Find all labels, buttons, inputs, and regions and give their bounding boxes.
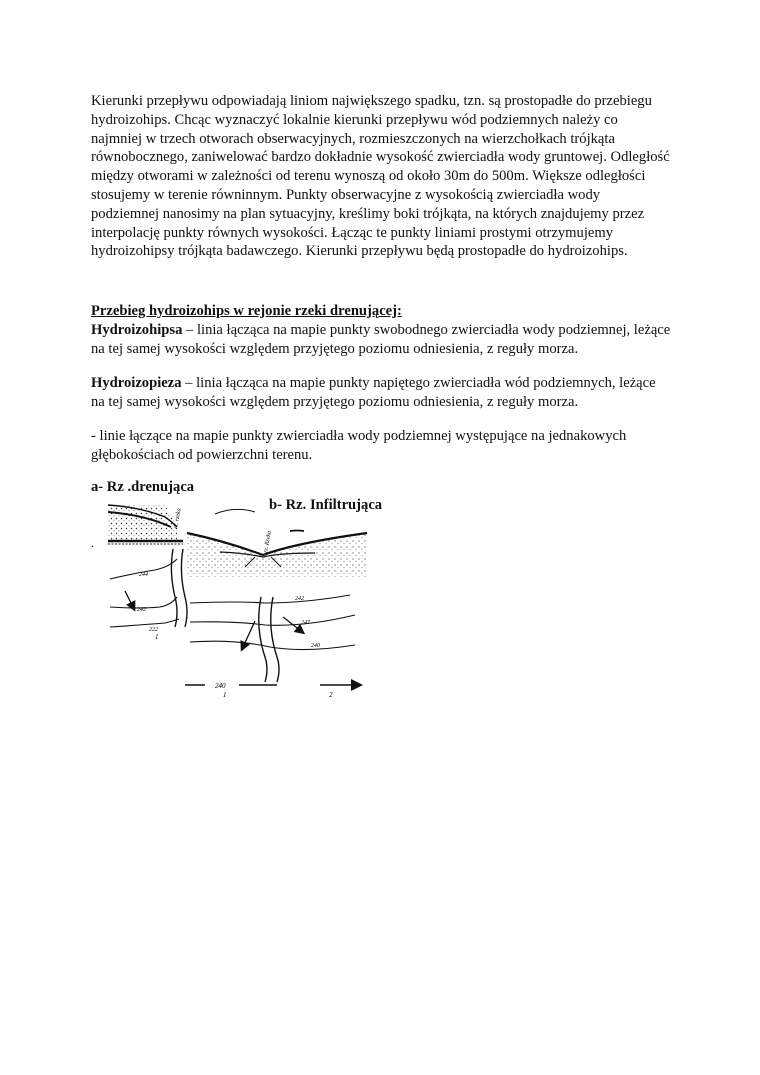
- hydroizopieza-term: Hydroizopieza: [91, 375, 182, 391]
- section-b: [187, 509, 367, 577]
- hydroizohipsa-definition: [91, 321, 671, 359]
- section-b-surface-sketch: [215, 509, 255, 514]
- hydroizopieza-definition: [91, 374, 671, 412]
- plan-b: [190, 595, 355, 682]
- intro-paragraph: Kierunki przepływu odpowiadają liniom największego spadku, tzn. są prostopadłe do przebiegu hydroizohips. Chcąc wyznaczyć lokalnie kierunki przepływu wód podziemnych należy co najmniej w trzech otworach obserwacyjnych, rozmieszczonych na wierzchołkach trójkąta równobocznego, zaniwelować bardzo dokładnie wysokość zwierciadła wody gruntowej. Odległość między otworami w zależności od terenu wynoszą od około 30m do 500m. Większe odległości stosujemy w terenie równinnym. Punkty obserwacyjne z wysokością zwierciadła wody podziemnej nanosimy na plan sytuacyjny, kreślimy boki trójkąta, na których znajdujemy przez interpolację punkty równych wysokości. Łącząc te punkty liniami prostymi otrzymujemy hydroizohipsy trójkąta badawczego. Kierunki przepływu będą prostopadłe do hydroizohips.: [91, 93, 670, 260]
- caption-infiltrating-river: b- Rz. Infiltrująca: [269, 497, 383, 513]
- plan-a-label-222: 222: [149, 627, 158, 633]
- section-b-hill-mark: [290, 531, 304, 532]
- plan-a-flow-arrow: [125, 591, 133, 607]
- hydroizohipsa-text: – linia łącząca na mapie punkty swobodnego zwierciadła wody podziemnej, leżące na tej samej wysokości względem przyjętego poziomu odniesienia, z reguły morza.: [91, 322, 671, 357]
- section-a-river-label: rz. rzeka: [173, 507, 183, 530]
- plan-a-river-bank-left: [171, 549, 177, 627]
- plan-a: [110, 549, 187, 641]
- hydroizopieza-text: – linia łącząca na mapie punkty napiętego zwierciadła wód podziemnych, leżące na tej samej wysokości względem przyjętego poziomu odniesienia, z reguły morza.: [91, 375, 656, 410]
- plan-b-label-247: 247: [301, 620, 310, 626]
- caption-draining-river: a- Rz .drenująca: [91, 479, 195, 495]
- plan-b-label-242: 242: [295, 596, 304, 602]
- bottom-label-1: 1: [223, 691, 227, 697]
- plan-a-label-242: 242: [137, 607, 146, 613]
- plan-a-river-bank-right: [181, 549, 187, 627]
- stray-mark: .: [91, 536, 94, 550]
- hydroizohipsa-term: Hydroizohipsa: [91, 322, 183, 338]
- equal-depth-lines-paragraph: - linie łączące na mapie punkty zwierciadła wody podziemnej występujące na jednakowych głębokościach od powierzchni terenu.: [91, 428, 627, 463]
- section-title: Przebieg hydroizohips w rejonie rzeki drenującej:: [91, 303, 402, 319]
- section-b-river-label: rz. Rzeka: [263, 530, 273, 554]
- bottom-label-2: 2: [329, 691, 333, 697]
- plan-b-river-bank-right: [271, 597, 279, 682]
- plan-a-panel-number: 1: [155, 633, 159, 641]
- figure-bottom-line: [185, 682, 357, 697]
- hydroizohips-figure: [105, 497, 375, 697]
- plan-a-label-244: 244: [139, 572, 148, 578]
- plan-b-river-bank-left: [259, 597, 267, 682]
- plan-b-isoline-247: [190, 615, 355, 625]
- plan-b-label-240: 240: [311, 643, 320, 649]
- plan-b-isoline-242: [190, 595, 350, 603]
- bottom-label-240: 240: [215, 682, 226, 690]
- plan-a-isoline-222: [110, 619, 179, 627]
- section-a: [108, 505, 183, 544]
